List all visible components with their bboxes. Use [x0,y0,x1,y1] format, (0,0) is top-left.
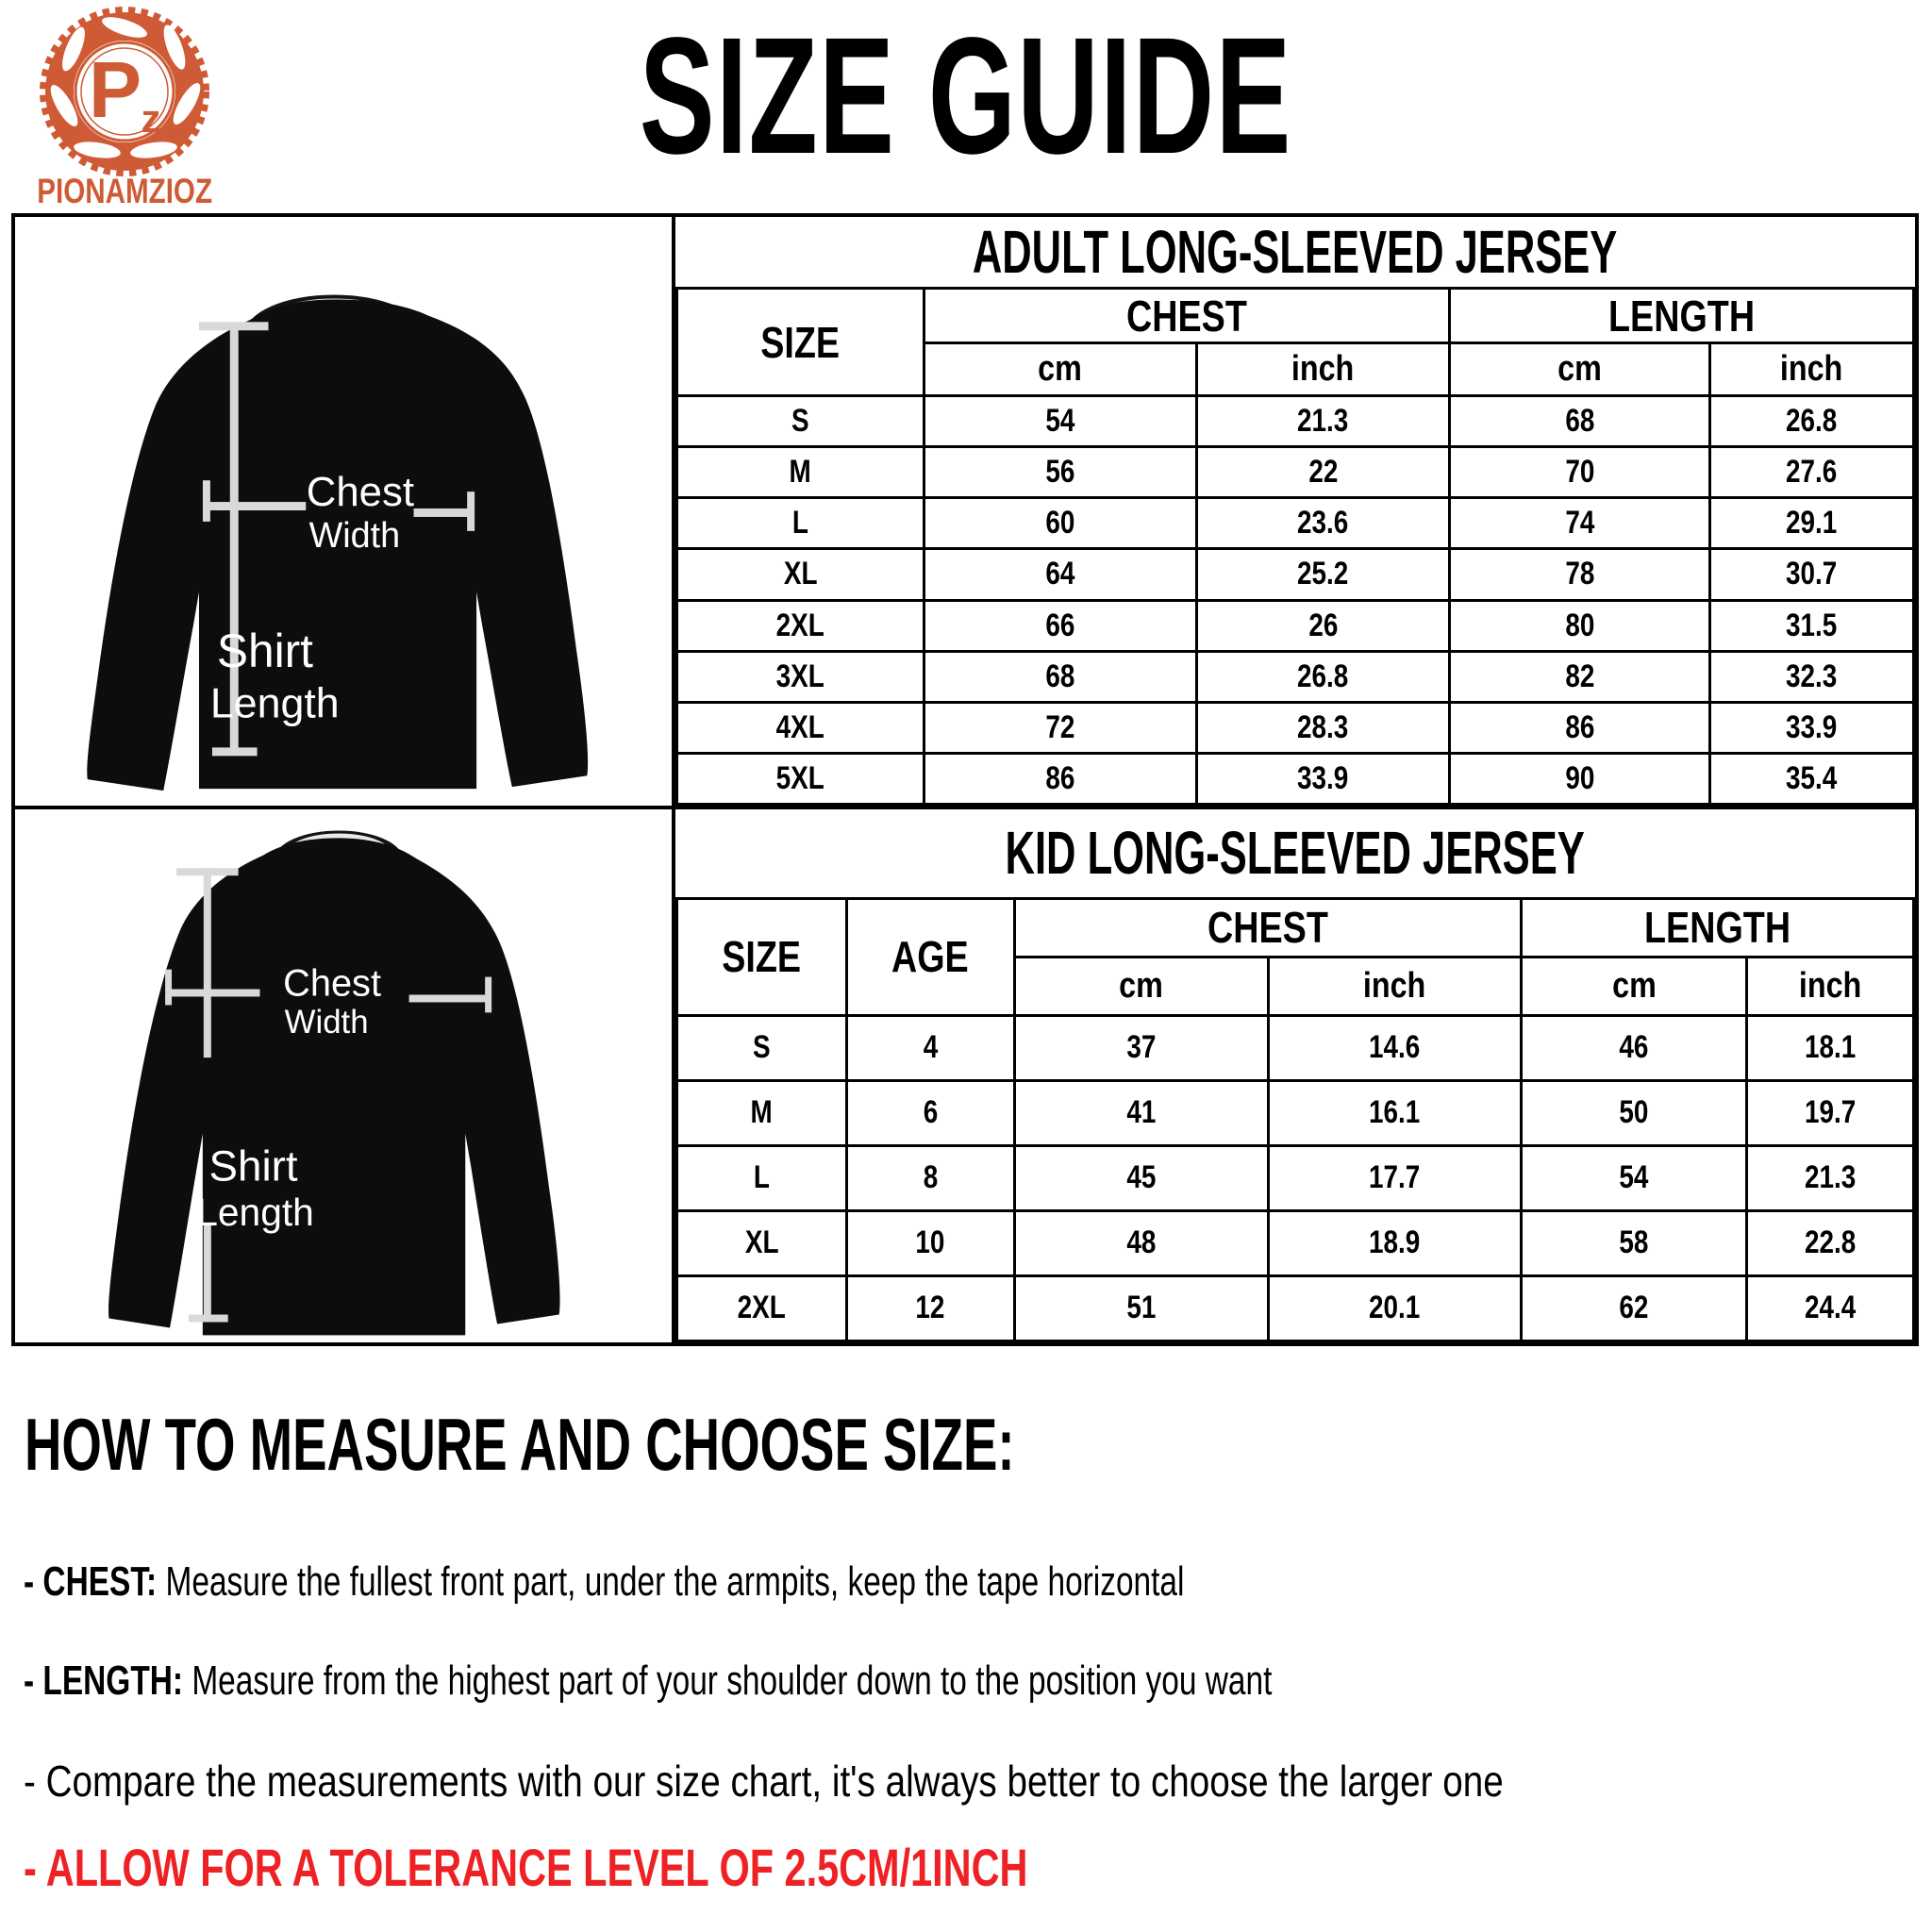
length-inch-cell: 32.3 [1709,651,1913,702]
size-cell: 3XL [677,651,924,702]
table-row [677,549,1914,600]
length-cm-header: cm [1450,343,1709,396]
chest-inch-header: inch [1268,957,1522,1015]
chest-cm-cell: 66 [924,600,1196,651]
age-column-header: AGE [846,898,1014,1015]
table-row [677,498,1914,549]
chest-cm-cell: 51 [1014,1275,1268,1341]
chest-cm-cell: 41 [1014,1080,1268,1145]
page-title: SIZE GUIDE [640,4,1292,189]
length-inch-header: inch [1709,343,1913,396]
chest-inch-cell: 21.3 [1196,396,1450,447]
length-column-header: LENGTH [1450,289,1914,343]
length-instruction [24,1657,1666,1704]
monogram-p: P [88,45,142,134]
size-cell: S [677,396,924,447]
length-cm-cell: 78 [1450,549,1709,600]
size-cell: L [677,1145,847,1210]
chest-cm-cell: 68 [924,651,1196,702]
table-row [677,1275,1914,1341]
length-cm-header: cm [1522,957,1747,1015]
length-inch-cell: 35.4 [1709,753,1913,804]
compare-instruction: - Compare the measurements with our size chart, it's always better to choose the larger one [24,1757,1504,1806]
size-cell: L [677,498,924,549]
size-column-header: SIZE [677,898,847,1015]
length-cm-cell: 90 [1450,753,1709,804]
chest-inch-cell: 26 [1196,600,1450,651]
kid-size-table [675,809,1915,1342]
monogram-z: z [141,96,161,141]
how-to-heading: HOW TO MEASURE AND CHOOSE SIZE: [25,1403,1015,1486]
length-inch-cell: 26.8 [1709,396,1913,447]
length-inch-cell: 29.1 [1709,498,1913,549]
chest-inch-cell: 16.1 [1268,1080,1522,1145]
size-cell: M [677,447,924,498]
length-inch-cell: 31.5 [1709,600,1913,651]
kid-jersey-image [15,809,672,1339]
shirt-length-label2: Length [209,680,340,727]
size-guide-frame [11,213,1919,1346]
adult-jersey-image [15,217,672,806]
size-cell: XL [677,1210,847,1275]
chest-inch-cell: 26.8 [1196,651,1450,702]
length-inch-cell: 30.7 [1709,549,1913,600]
length-column-header: LENGTH [1522,898,1914,957]
chest-cm-cell: 48 [1014,1210,1268,1275]
chest-cm-cell: 72 [924,702,1196,753]
chest-instruction [24,1558,1551,1605]
chest-column-header: CHEST [924,289,1450,343]
age-cell: 6 [846,1080,1014,1145]
chest-cm-header: cm [924,343,1196,396]
chest-instruction-label: - CHEST: [24,1558,158,1605]
table-row [677,702,1914,753]
chest-column-header: CHEST [1014,898,1522,957]
chest-cm-cell: 86 [924,753,1196,804]
chest-inch-cell: 23.6 [1196,498,1450,549]
adult-table-panel [675,217,1915,809]
kid-table-panel [675,809,1915,1342]
table-row [677,600,1914,651]
chest-inch-cell: 25.2 [1196,549,1450,600]
kid-jersey-panel [15,809,675,1342]
length-cm-cell: 54 [1522,1145,1747,1210]
adult-table-title-row [677,217,1914,289]
age-cell: 12 [846,1275,1014,1341]
size-column-header: SIZE [677,289,924,396]
size-cell: 4XL [677,702,924,753]
size-cell: M [677,1080,847,1145]
tolerance-warning: - ALLOW FOR A TOLERANCE LEVEL OF 2.5CM/1INCH [24,1838,1028,1897]
length-cm-cell: 70 [1450,447,1709,498]
chest-cm-cell: 45 [1014,1145,1268,1210]
chest-cm-cell: 64 [924,549,1196,600]
shirt-length-label: Shirt [216,624,314,677]
length-cm-cell: 62 [1522,1275,1747,1341]
adult-header-row [677,289,1914,343]
table-row [677,651,1914,702]
chest-inch-cell: 20.1 [1268,1275,1522,1341]
length-cm-cell: 58 [1522,1210,1747,1275]
chest-inch-cell: 17.7 [1268,1145,1522,1210]
chest-cm-cell: 60 [924,498,1196,549]
chest-inch-cell: 33.9 [1196,753,1450,804]
length-cm-cell: 82 [1450,651,1709,702]
chest-inch-header: inch [1196,343,1450,396]
chest-cm-header: cm [1014,957,1268,1015]
length-instruction-text: Measure from the highest part of your shoulder down to the position you want [183,1657,1273,1704]
length-cm-cell: 50 [1522,1080,1747,1145]
age-cell: 8 [846,1145,1014,1210]
length-inch-cell: 18.1 [1746,1015,1913,1080]
length-inch-cell: 33.9 [1709,702,1913,753]
adult-size-table [675,217,1915,806]
table-row [677,1145,1914,1210]
length-inch-cell: 22.8 [1746,1210,1913,1275]
length-inch-cell: 24.4 [1746,1275,1913,1341]
chest-width-label2: Width [308,514,401,555]
shirt-length-label: Shirt [208,1141,298,1191]
length-inch-header: inch [1746,957,1913,1015]
length-cm-cell: 86 [1450,702,1709,753]
chest-width-label2: Width [284,1004,369,1041]
age-cell: 10 [846,1210,1014,1275]
size-cell: 5XL [677,753,924,804]
length-cm-cell: 46 [1522,1015,1747,1080]
length-cm-cell: 80 [1450,600,1709,651]
chest-inch-cell: 14.6 [1268,1015,1522,1080]
kid-table-title-row [677,809,1914,898]
length-inch-cell: 19.7 [1746,1080,1913,1145]
chest-width-label: Chest [283,962,382,1005]
chest-width-label: Chest [306,469,414,516]
adult-table-title: ADULT LONG-SLEEVED JERSEY [677,217,1914,289]
table-row [677,447,1914,498]
chest-inch-cell: 18.9 [1268,1210,1522,1275]
length-inch-cell: 21.3 [1746,1145,1913,1210]
chest-inch-cell: 22 [1196,447,1450,498]
size-cell: XL [677,549,924,600]
size-cell: 2XL [677,1275,847,1341]
size-cell: 2XL [677,600,924,651]
table-row [677,1210,1914,1275]
table-row [677,396,1914,447]
chest-cm-cell: 37 [1014,1015,1268,1080]
shirt-length-label2: Length [196,1191,314,1235]
chest-inch-cell: 28.3 [1196,702,1450,753]
brand-name: PIONAMZIOZ [37,172,213,210]
kid-table-title: KID LONG-SLEEVED JERSEY [677,809,1914,898]
chest-cm-cell: 54 [924,396,1196,447]
adult-jersey-panel [15,217,675,809]
length-cm-cell: 74 [1450,498,1709,549]
table-row [677,1080,1914,1145]
table-row [677,1015,1914,1080]
length-cm-cell: 68 [1450,396,1709,447]
length-inch-cell: 27.6 [1709,447,1913,498]
kid-header-row [677,898,1914,957]
chest-cm-cell: 56 [924,447,1196,498]
table-row [677,753,1914,804]
length-instruction-label: - LENGTH: [24,1657,184,1704]
chest-instruction-text: Measure the fullest front part, under the armpits, keep the tape horizontal [157,1558,1185,1605]
size-cell: S [677,1015,847,1080]
age-cell: 4 [846,1015,1014,1080]
